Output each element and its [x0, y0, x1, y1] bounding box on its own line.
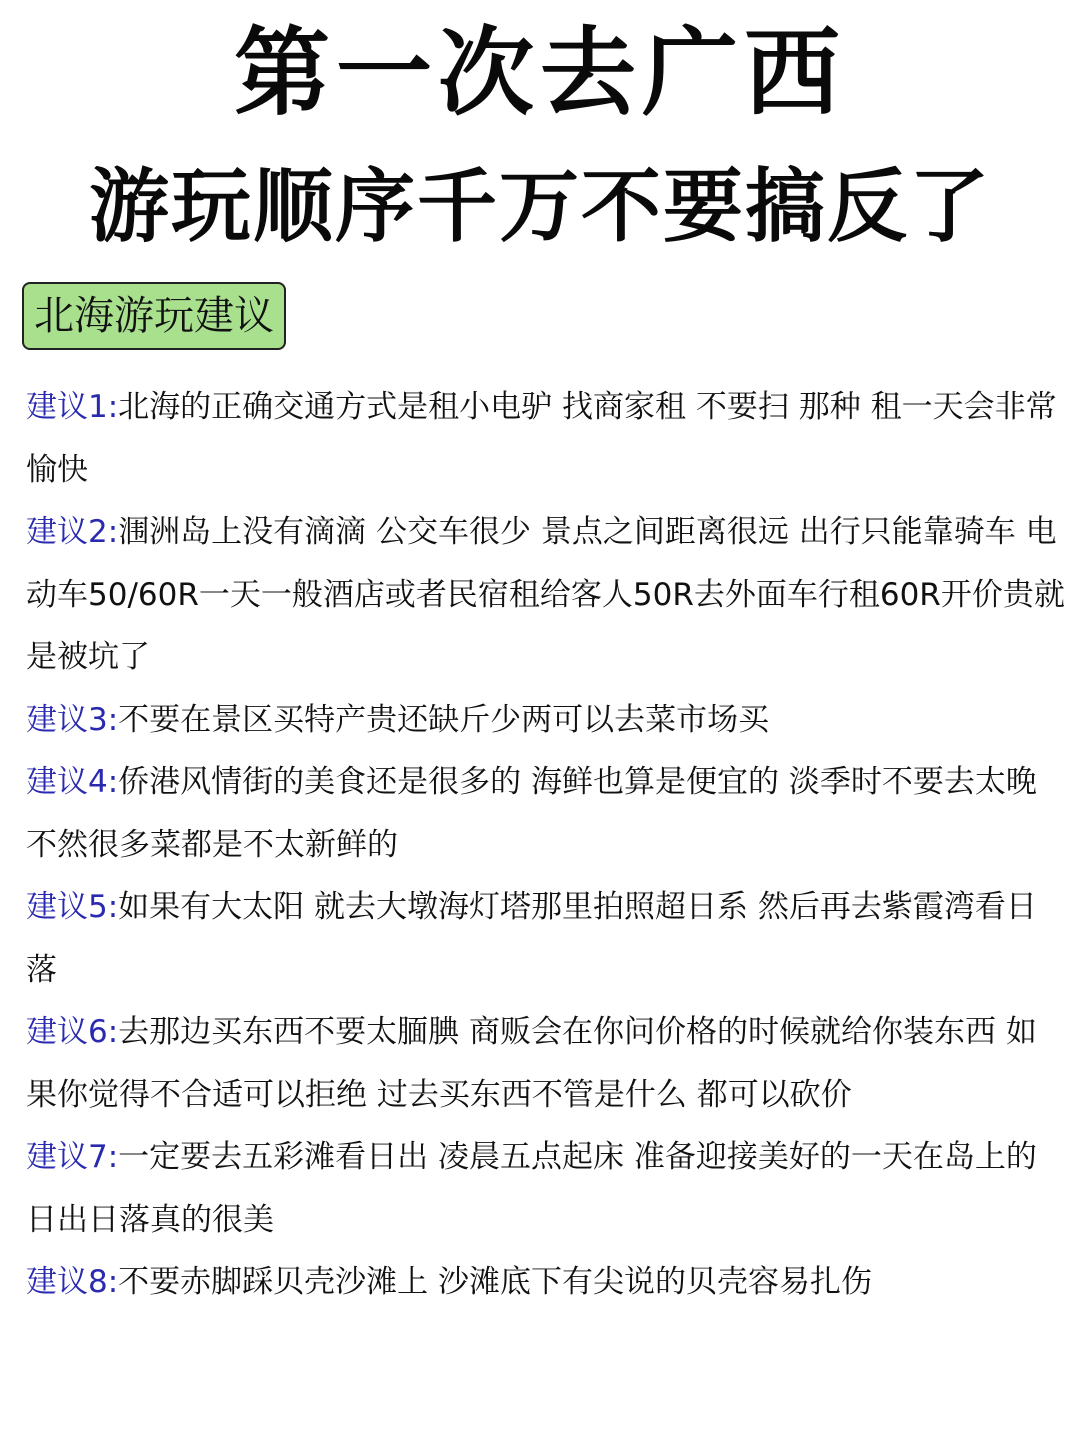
tip-item — [26, 376, 1066, 501]
section-tag: 北海游玩建议 — [22, 282, 286, 350]
tip-text: 不要在景区买特产贵还缺斤少两可以去菜市场买 — [118, 701, 770, 738]
tip-label: 建议8: — [26, 1264, 119, 1300]
tip-label: 建议7: — [26, 1139, 119, 1175]
tip-label: 建议6: — [26, 1014, 119, 1050]
page-subtitle: 游玩顺序千万不要搞反了 — [89, 160, 991, 253]
tip-label: 建议1: — [26, 389, 119, 425]
tip-label: 建议2: — [26, 514, 119, 550]
tip-label: 建议4: — [26, 764, 119, 800]
tip-text: 北海的正确交通方式是租小电驴 找商家租 不要扫 那种 租一天会非常愉快 — [26, 389, 1057, 488]
page-title: 第一次去广西 — [234, 17, 846, 129]
tips-list — [26, 376, 1066, 1314]
tip-item — [26, 501, 1066, 689]
tip-text: 如果有大太阳 就去大墩海灯塔那里拍照超日系 然后再去紫霞湾看日落 — [26, 889, 1037, 988]
tip-item — [26, 751, 1066, 876]
tip-item — [26, 1126, 1066, 1251]
tip-text: 涠洲岛上没有滴滴 公交车很少 景点之间距离很远 出行只能靠骑车 电动车50/60R一天一般酒店或者民宿租给客人50R去外面车行租60R开价贵就是被坑了 — [26, 514, 1065, 675]
tip-item — [26, 689, 1066, 752]
tip-item — [26, 1001, 1066, 1126]
tip-text: 一定要去五彩滩看日出 凌晨五点起床 准备迎接美好的一天在岛上的日出日落真的很美 — [26, 1139, 1037, 1238]
tip-text: 去那边买东西不要太腼腆 商贩会在你问价格的时候就给你装东西 如果你觉得不合适可以拒绝 过去买东西不管是什么 都可以砍价 — [26, 1014, 1037, 1113]
tip-label: 建议5: — [26, 889, 119, 925]
tip-text: 侨港风情街的美食还是很多的 海鲜也算是便宜的 淡季时不要去太晚 不然很多菜都是不太新鲜的 — [26, 764, 1037, 863]
tip-item — [26, 876, 1066, 1001]
tip-label: 建议3: — [26, 701, 119, 738]
tip-text: 不要赤脚踩贝壳沙滩上 沙滩底下有尖说的贝壳容易扎伤 — [118, 1264, 873, 1300]
tip-item — [26, 1251, 1066, 1314]
